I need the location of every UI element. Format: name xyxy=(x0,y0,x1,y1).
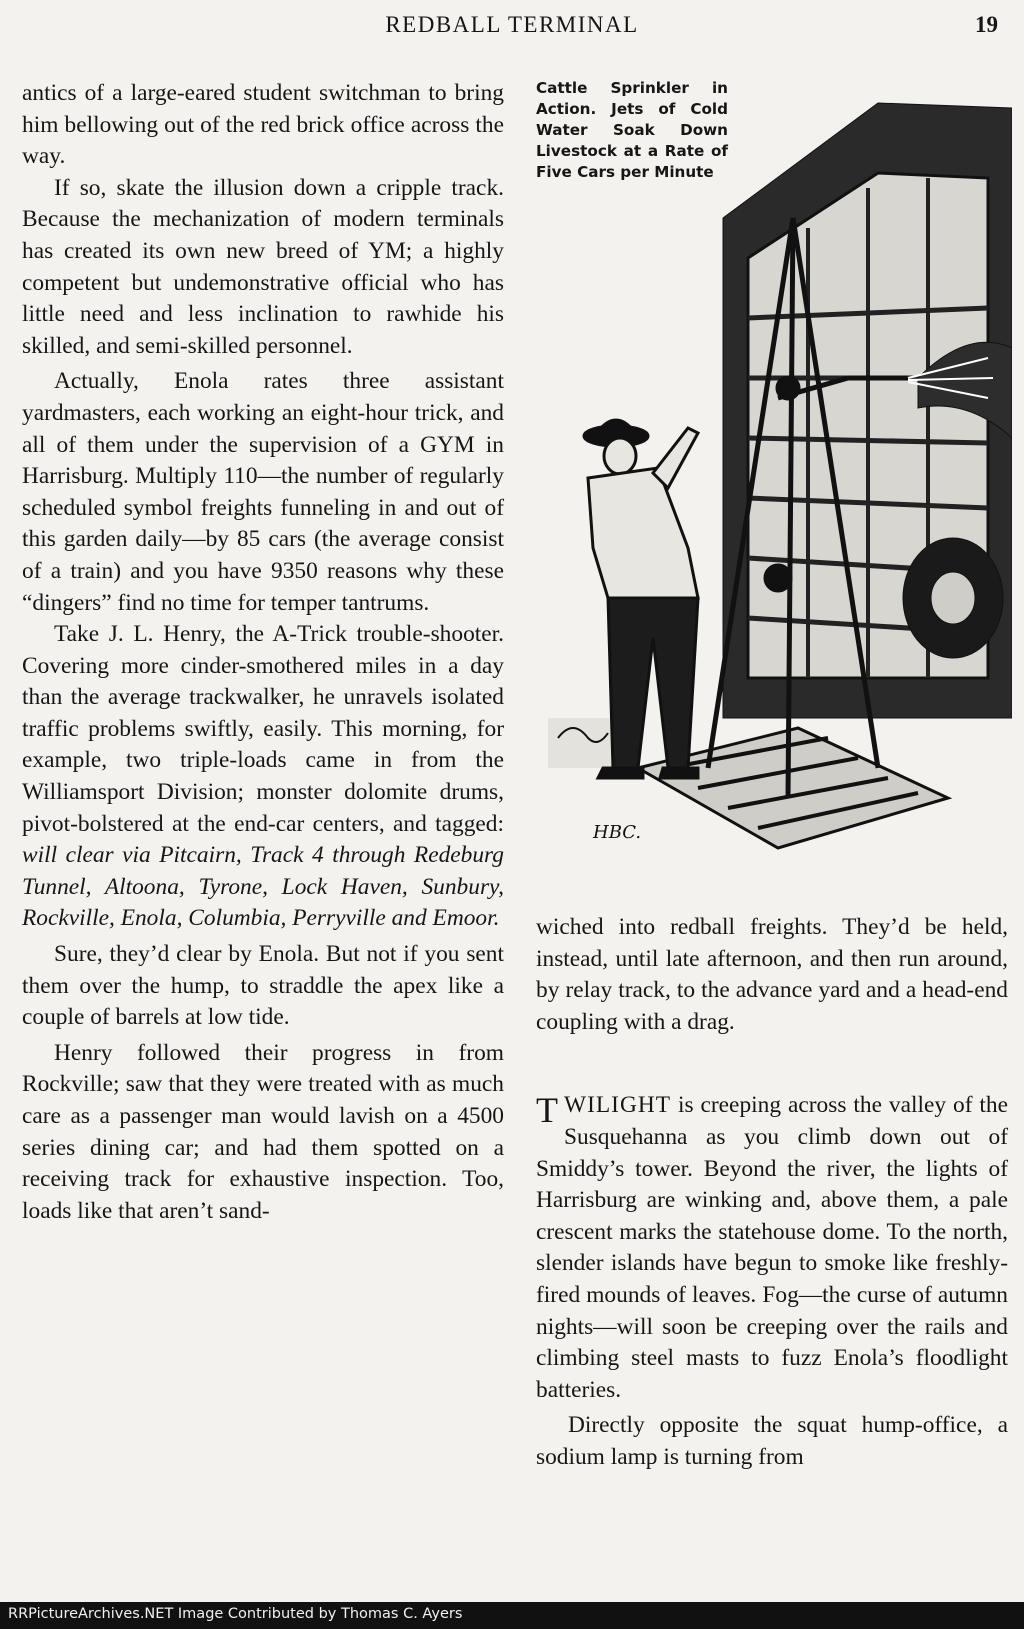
credit-text: RRPictureArchives.NET Image Contributed by Thomas C. Ayers xyxy=(8,1606,463,1622)
paragraph: wiched into redball freights. They’d be held, instead, until late afternoon, and then run around, by relay track, to the advance yard and a head-end coupling with a drag. xyxy=(536,914,1008,1035)
paragraph: If so, skate the illusion down a cripple track. Because the mechanization of modern terminals has created its own new breed of YM; a highly competent but undemonstrative official who has little need and less inclination to rawhide his skilled, and semi-skilled personnel. xyxy=(22,174,504,359)
running-title: REDBALL TERMINAL xyxy=(385,12,639,37)
paragraph: Directly opposite the squat hump-office, a sodium lamp is turning from xyxy=(536,1412,1008,1470)
lead-in-caps: WILIGHT xyxy=(564,1092,672,1119)
right-column xyxy=(536,912,1008,1474)
drop-cap: T xyxy=(536,1090,558,1131)
paragraph xyxy=(536,1090,1008,1406)
italic-route: will clear via Pitcairn, Track 4 through Redeburg Tunnel, Altoona, Tyrone, Lock Haven, Sunbury, Rockville, Enola, Columbia, Perryville and Emoor. xyxy=(22,842,504,932)
page-header xyxy=(0,12,1024,42)
paragraph-text: Take J. L. Henry, the A-Trick trouble-shooter. Covering more cinder-smothered miles in a day than the average trackwalker, he unravels isolated traffic problems swiftly, easily. This morning, for example, two triple-loads came in from the Williamsport Division; monster dolomite drums, pivot-bolstered at the end-car centers, and tagged: xyxy=(22,621,504,837)
paragraph: antics of a large-eared student switchman to bring him bellowing out of the red brick office across the way. xyxy=(22,80,504,170)
cattle-sprinkler-illustration xyxy=(548,78,1012,886)
left-column xyxy=(22,78,504,1227)
page-number: 19 xyxy=(975,12,998,37)
credit-footer xyxy=(0,1602,1024,1629)
artist-signature: HBC. xyxy=(593,822,642,843)
paragraph: Sure, they’d clear by Enola. But not if you sent them over the hump, to straddle the apex like a couple of barrels at low tide. xyxy=(22,941,504,1031)
paragraph: Actually, Enola rates three assistant yardmasters, each working an eight-hour trick, and all of them under the supervision of a GYM in Harrisburg. Multiply 110—the number of regularly scheduled symbol freights funneling in and out of this garden daily—by 85 cars (the average consist of a train) and you have 9350 reasons why these “dingers” find no time for temper tantrums. xyxy=(22,368,504,616)
paragraph: Henry followed their progress in from Rockville; saw that they were treated with as much care as a passenger man would lavish on a 4500 series dining car; and had them spotted on a receiving track for exhaustive inspection. Too, loads like that aren’t sand- xyxy=(22,1039,504,1224)
paragraph-text: is creeping across the valley of the Susquehanna as you climb down out of Smiddy’s tower. Beyond the river, the lights of Harrisburg are winking and, above them, a pale crescent marks the statehouse dome. To the north, slender islands have begun to smoke like freshly-fired mounds of leaves. Fog—the curse of autumn nights—will soon be creeping over the rails and climbing steel masts to fuzz Enola’s floodlight batteries. xyxy=(536,1092,1008,1403)
paragraph xyxy=(22,619,504,935)
illustration-caption: Cattle Sprinkler in Action. Jets of Cold Water Soak Down Livestock at a Rate of Five Cars per Minute xyxy=(536,79,728,181)
stock-car-drawing xyxy=(723,103,1012,718)
